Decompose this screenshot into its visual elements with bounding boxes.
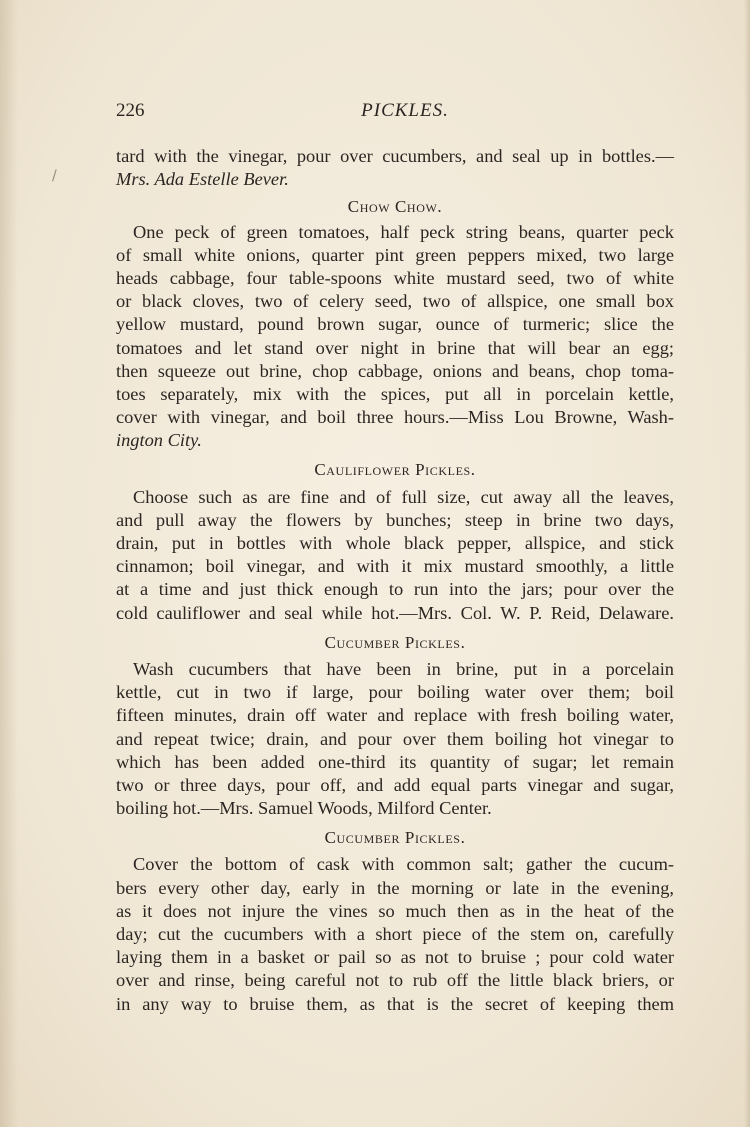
text-line: yellow mustard, pound brown sugar, ounce of turmeric; slice the	[116, 314, 674, 335]
page-edge	[744, 0, 750, 1127]
text-line: and repeat twice; drain, and pour over them boiling hot vinegar to	[116, 728, 674, 749]
text-line: fifteen minutes, drain off water and replace with fresh boiling water,	[116, 705, 674, 726]
text-line: Wash cucumbers that have been in brine, put in a porcelain	[133, 658, 674, 679]
spine-shadow	[0, 0, 18, 1127]
recipe-heading-cucumber-pickles-1: Cucumber Pickles.	[324, 632, 466, 652]
text-line: over and rinse, being careful not to rub off the little black briers, or	[116, 970, 674, 991]
attribution-line: Mrs. Ada Estelle Bever.	[116, 169, 289, 190]
text-line: at a time and just thick enough to run into the jars; pour over the	[116, 579, 674, 600]
text-line: toes separately, mix with the spices, put all in porcelain kettle,	[116, 383, 674, 404]
text-line: Cover the bottom of cask with common salt; gather the cucum-	[133, 854, 674, 875]
recipe-heading-cauliflower-pickles: Cauliflower Pickles.	[314, 460, 476, 480]
text-line: tard with the vinegar, pour over cucumbers, and seal up in bottles.—	[116, 146, 674, 166]
text-line: then squeeze out brine, chop cabbage, onions and beans, chop toma-	[116, 360, 674, 381]
text-line: in any way to bruise them, as that is the secret of keeping them	[116, 993, 674, 1014]
text-line: tomatoes and let stand over night in brine that will bear an egg;	[116, 337, 674, 358]
text-line: and pull away the flowers by bunches; steep in brine two days,	[116, 509, 674, 530]
text-line: which has been added one-third its quantity of sugar; let remain	[116, 751, 674, 772]
text-line: laying them in a basket or pail so as not to bruise ; pour cold water	[116, 947, 674, 968]
text-line: or black cloves, two of celery seed, two of allspice, one small box	[116, 291, 674, 312]
text-line: day; cut the cucumbers with a short piece of the stem on, carefully	[116, 924, 674, 944]
page-body	[116, 145, 674, 1016]
running-title: PICKLES.	[361, 100, 449, 121]
running-head	[116, 100, 674, 126]
text-line: two or three days, pour off, and add equal parts vinegar and sugar,	[116, 774, 674, 795]
text-line: boiling hot.—Mrs. Samuel Woods, Milford Center.	[116, 798, 492, 819]
text-line: as it does not injure the vines so much then as in the heat of the	[116, 900, 674, 921]
recipe-heading-cucumber-pickles-2: Cucumber Pickles.	[324, 828, 466, 848]
text-line: of small white onions, quarter pint green peppers mixed, two large	[116, 244, 674, 265]
attribution-line: ington City.	[116, 430, 202, 451]
text-line: Choose such as are fine and of full size, cut away all the leaves,	[133, 486, 674, 507]
text-line: One peck of green tomatoes, half peck string beans, quarter peck	[133, 221, 674, 242]
text-line: cold cauliflower and seal while hot.—Mrs. Col. W. P. Reid, Delaware.	[116, 602, 674, 623]
recipe-heading-chow-chow: Chow Chow.	[347, 197, 443, 217]
text-line: bers every other day, early in the morning or late in the evening,	[116, 877, 674, 898]
text-line: drain, put in bottles with whole black pepper, allspice, and stick	[116, 533, 674, 553]
text-line: heads cabbage, four table-spoons white mustard seed, two of white	[116, 267, 674, 288]
text-line: cinnamon; boil vinegar, and with it mix mustard smoothly, a little	[116, 556, 674, 577]
margin-pencil-mark: /	[52, 168, 57, 184]
text-line: cover with vinegar, and boil three hours.—Miss Lou Browne, Wash-	[116, 407, 674, 428]
page-number: 226	[116, 100, 145, 121]
text-line: kettle, cut in two if large, pour boiling water over them; boil	[116, 682, 674, 703]
